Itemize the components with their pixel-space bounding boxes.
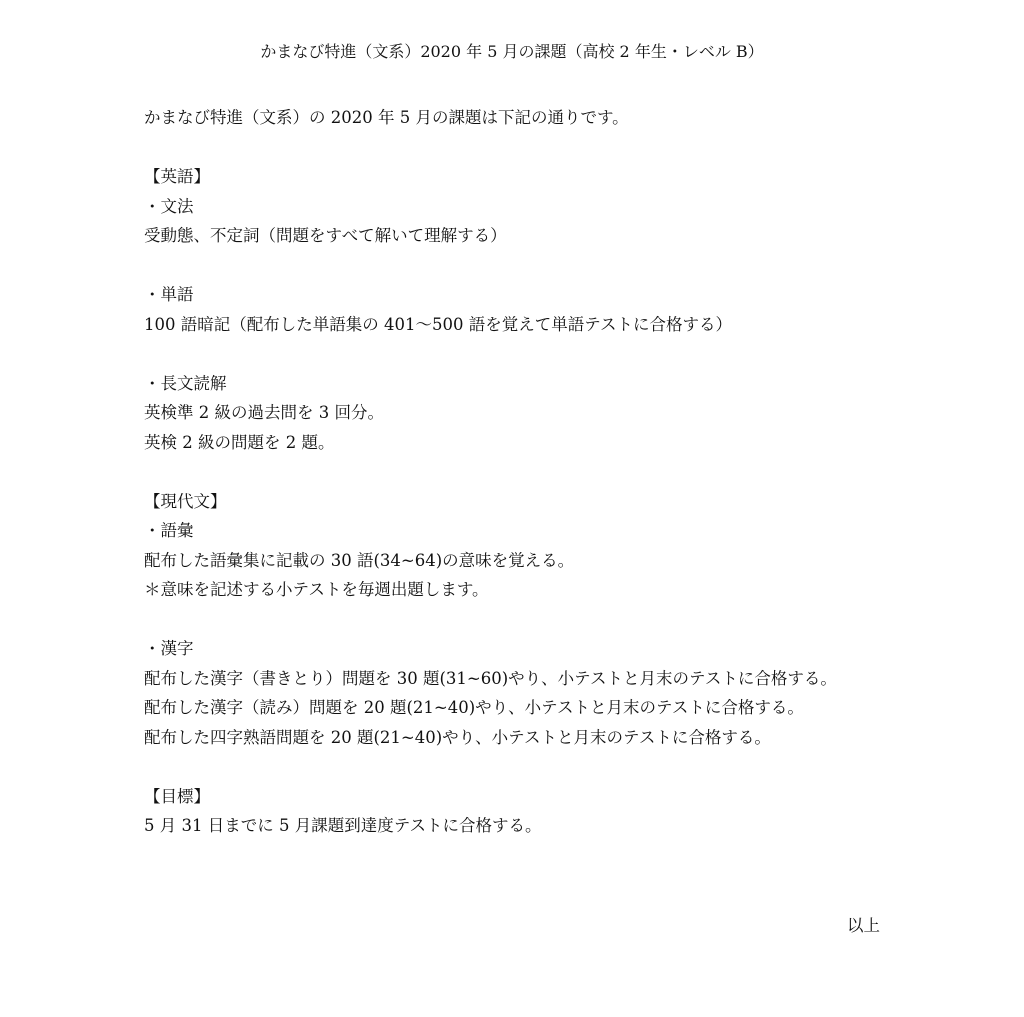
subsection-label-vocabulary-jp: ・語彙 (144, 521, 194, 540)
kanji-line: 配布した四字熟語問題を 20 題(21~40)やり、小テストと月末のテストに合格する。 (144, 727, 771, 747)
section-heading-goal: 【目標】 (144, 786, 210, 806)
subsection-label-kanji: ・漢字 (144, 639, 194, 658)
vocabulary-line: 100 語暗記（配布した単語集の 401〜500 語を覚えて単語テストに合格する） (144, 314, 733, 334)
spacer (144, 605, 904, 635)
grammar-line: 受動態、不定詞（問題をすべて解いて理解する） (144, 226, 507, 245)
reading-line: 英検 2 級の問題を 2 題。 (144, 432, 335, 452)
spacer (144, 752, 904, 782)
subsection-label-grammar: ・文法 (144, 196, 194, 216)
vocabulary-jp-line: ＊意味を記述する小テストを毎週出題します。 (144, 580, 489, 599)
closing-text: 以上 (847, 916, 880, 935)
kanji-line: 配布した漢字（読み）問題を 20 題(21~40)やり、小テストと月末のテストに合格する。 (144, 698, 804, 717)
vocabulary-jp-line: 配布した語彙集に記載の 30 語(34~64)の意味を覚える。 (144, 550, 575, 570)
section-heading-english: 【英語】 (144, 167, 210, 186)
reading-line: 英検準 2 級の過去問を 3 回分。 (144, 403, 384, 422)
kanji-line: 配布した漢字（書きとり）問題を 30 題(31~60)やり、小テストと月末のテストに合格する。 (144, 668, 837, 688)
spacer (144, 133, 904, 163)
spacer (144, 457, 904, 487)
subsection-label-vocabulary: ・単語 (144, 285, 194, 304)
spacer (144, 251, 904, 281)
document-title: かまなび特進（文系）2020 年 5 月の課題（高校 2 年生・レベル B） (260, 42, 764, 61)
section-heading-modern-japanese: 【現代文】 (144, 491, 227, 511)
intro-text: かまなび特進（文系）の 2020 年 5 月の課題は下記の通りです。 (144, 108, 629, 127)
subsection-label-reading: ・長文読解 (144, 373, 227, 393)
spacer (144, 339, 904, 369)
document-body (144, 103, 904, 841)
goal-line: 5 月 31 日までに 5 月課題到達度テストに合格する。 (144, 816, 542, 835)
